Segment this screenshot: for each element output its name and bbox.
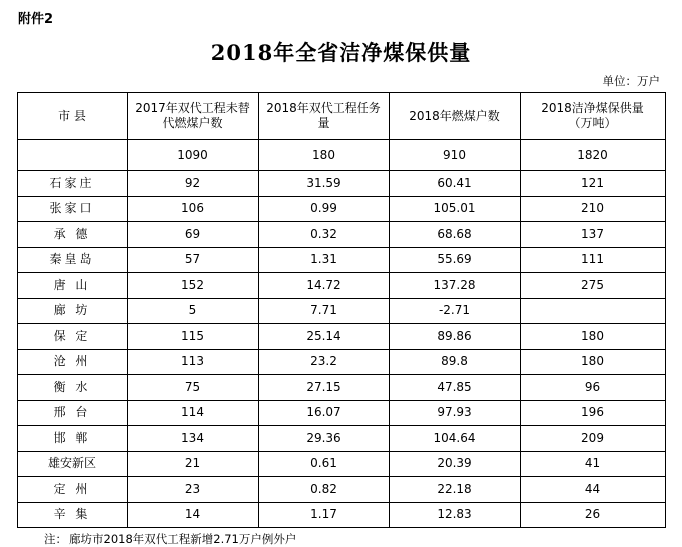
column-header-coal-households-line1: 2018年燃煤户数	[409, 108, 500, 123]
attachment-label: 附件2	[18, 12, 54, 27]
row-unreplaced-households: 5	[127, 298, 258, 324]
table-row	[17, 349, 665, 375]
unit-note: 单位：万户	[602, 74, 660, 88]
row-unreplaced-households: 134	[127, 426, 258, 452]
totals-city-cell	[17, 140, 127, 171]
footer-note-label: 注：	[44, 532, 67, 546]
row-unreplaced-households: 114	[127, 400, 258, 426]
row-coal-households: 68.68	[389, 222, 520, 248]
column-header-city	[17, 93, 127, 140]
row-coal-households: 104.64	[389, 426, 520, 452]
cleancoal-supply-table	[17, 92, 666, 528]
column-header-unreplaced-households	[127, 93, 258, 140]
row-coal-households: 60.41	[389, 171, 520, 197]
row-task-volume: 7.71	[258, 298, 389, 324]
row-coal-households: -2.71	[389, 298, 520, 324]
row-supply-volume: 121	[520, 171, 665, 197]
row-unreplaced-households: 21	[127, 451, 258, 477]
column-header-coal-households	[389, 93, 520, 140]
row-city-name: 衡 水	[17, 375, 127, 401]
table-row	[17, 400, 665, 426]
totals-coal-households: 910	[389, 140, 520, 171]
row-supply-volume: 196	[520, 400, 665, 426]
row-task-volume: 1.17	[258, 502, 389, 528]
footer-note-text: 廊坊市2018年双代工程新增2.71万户例外户	[69, 532, 297, 546]
column-header-supply-volume-line2: （万吨）	[568, 116, 617, 130]
table-row	[17, 426, 665, 452]
table-row	[17, 222, 665, 248]
row-task-volume: 31.59	[258, 171, 389, 197]
table-row-totals	[17, 140, 665, 171]
table-row	[17, 273, 665, 299]
row-unreplaced-households: 75	[127, 375, 258, 401]
table-row	[17, 502, 665, 528]
row-unreplaced-households: 57	[127, 247, 258, 273]
row-city-name: 邢 台	[17, 400, 127, 426]
row-supply-volume: 209	[520, 426, 665, 452]
column-header-task-volume-line2: 量	[317, 116, 330, 130]
row-supply-volume: 210	[520, 196, 665, 222]
row-supply-volume: 26	[520, 502, 665, 528]
row-city-name: 张家口	[17, 196, 127, 222]
table-header	[17, 93, 665, 140]
row-task-volume: 25.14	[258, 324, 389, 350]
row-task-volume: 1.31	[258, 247, 389, 273]
table-row	[17, 196, 665, 222]
row-coal-households: 22.18	[389, 477, 520, 503]
column-header-task-volume-line1: 2018年双代工程任务	[266, 101, 381, 115]
row-city-name: 雄安新区	[17, 451, 127, 477]
row-coal-households: 12.83	[389, 502, 520, 528]
row-task-volume: 0.61	[258, 451, 389, 477]
table-row	[17, 451, 665, 477]
row-coal-households: 47.85	[389, 375, 520, 401]
row-task-volume: 27.15	[258, 375, 389, 401]
row-city-name: 廊 坊	[17, 298, 127, 324]
row-task-volume: 14.72	[258, 273, 389, 299]
row-task-volume: 0.99	[258, 196, 389, 222]
footer-note	[44, 531, 666, 547]
row-task-volume: 16.07	[258, 400, 389, 426]
table-row	[17, 298, 665, 324]
row-unreplaced-households: 115	[127, 324, 258, 350]
row-city-name: 定 州	[17, 477, 127, 503]
row-unreplaced-households: 23	[127, 477, 258, 503]
row-city-name: 承 德	[17, 222, 127, 248]
row-city-name: 石家庄	[17, 171, 127, 197]
column-header-supply-volume	[520, 93, 665, 140]
totals-task-volume: 180	[258, 140, 389, 171]
row-supply-volume: 41	[520, 451, 665, 477]
table-header-row	[17, 93, 665, 140]
column-header-unreplaced-households-line2: 代燃煤户数	[162, 116, 223, 130]
row-task-volume: 0.82	[258, 477, 389, 503]
row-city-name: 唐 山	[17, 273, 127, 299]
totals-supply-volume: 1820	[520, 140, 665, 171]
column-header-unreplaced-households-line1: 2017年双代工程未替	[135, 101, 250, 115]
page-title: 2018年全省洁净煤保供量	[210, 40, 472, 65]
row-supply-volume: 275	[520, 273, 665, 299]
row-unreplaced-households: 92	[127, 171, 258, 197]
row-city-name: 保 定	[17, 324, 127, 350]
row-supply-volume: 44	[520, 477, 665, 503]
row-supply-volume: 137	[520, 222, 665, 248]
row-city-name: 秦皇岛	[17, 247, 127, 273]
row-coal-households: 89.8	[389, 349, 520, 375]
row-unreplaced-households: 152	[127, 273, 258, 299]
table-row	[17, 171, 665, 197]
row-supply-volume: 96	[520, 375, 665, 401]
totals-unreplaced-households: 1090	[127, 140, 258, 171]
row-city-name: 邯 郸	[17, 426, 127, 452]
row-supply-volume: 180	[520, 349, 665, 375]
column-header-city-line1: 市 县	[58, 108, 86, 123]
row-coal-households: 105.01	[389, 196, 520, 222]
row-unreplaced-households: 106	[127, 196, 258, 222]
row-supply-volume: 111	[520, 247, 665, 273]
row-coal-households: 55.69	[389, 247, 520, 273]
row-coal-households: 137.28	[389, 273, 520, 299]
row-unreplaced-households: 69	[127, 222, 258, 248]
row-task-volume: 23.2	[258, 349, 389, 375]
table-row	[17, 375, 665, 401]
row-coal-households: 20.39	[389, 451, 520, 477]
table-row	[17, 247, 665, 273]
row-supply-volume: 180	[520, 324, 665, 350]
table-body	[17, 140, 665, 528]
row-unreplaced-households: 14	[127, 502, 258, 528]
table-row	[17, 477, 665, 503]
row-task-volume: 29.36	[258, 426, 389, 452]
row-supply-volume	[520, 298, 665, 324]
row-task-volume: 0.32	[258, 222, 389, 248]
row-coal-households: 89.86	[389, 324, 520, 350]
row-city-name: 辛 集	[17, 502, 127, 528]
row-city-name: 沧 州	[17, 349, 127, 375]
row-unreplaced-households: 113	[127, 349, 258, 375]
row-coal-households: 97.93	[389, 400, 520, 426]
column-header-supply-volume-line1: 2018洁净煤保供量	[541, 101, 644, 115]
column-header-task-volume	[258, 93, 389, 140]
table-row	[17, 324, 665, 350]
